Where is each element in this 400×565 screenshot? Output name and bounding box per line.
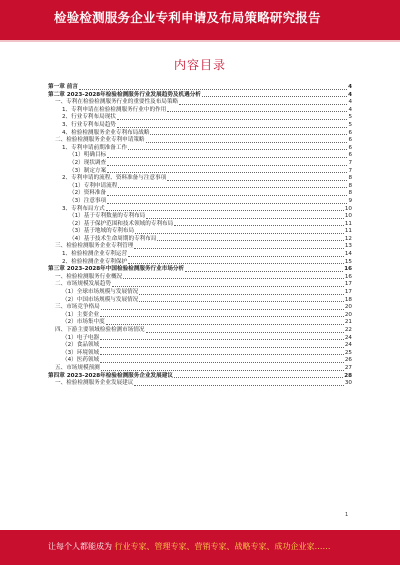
toc-entry-text: 3、行业专利布局趋势 xyxy=(62,121,116,128)
toc-entry[interactable] xyxy=(48,342,352,350)
toc-leader-dots xyxy=(106,324,344,325)
toc-entry[interactable] xyxy=(48,357,352,365)
toc-entry-text: （2）基于保护范围和技术领域的专利布局 xyxy=(69,220,174,227)
toc-entry[interactable] xyxy=(48,160,352,168)
toc-leader-dots xyxy=(150,134,347,135)
footer-bar xyxy=(0,530,400,565)
toc-entry-page: 15 xyxy=(344,258,352,265)
toc-entry[interactable] xyxy=(48,281,352,289)
toc-leader-dots xyxy=(117,127,348,128)
toc-entry-page: 20 xyxy=(344,311,352,318)
toc-leader-dots xyxy=(107,172,347,173)
toc-entry-text: （4）医药领域 xyxy=(62,357,100,364)
toc-leader-dots xyxy=(146,218,344,219)
toc-entry-page: 6 xyxy=(348,152,352,159)
toc-entry-page: 14 xyxy=(344,251,352,258)
toc-entry-text: 第二章 2023-2028年检验检测服务行业发展趋势及机遇分析 xyxy=(48,91,201,98)
toc-entry[interactable] xyxy=(48,84,352,92)
toc-entry[interactable] xyxy=(48,152,352,160)
toc-leader-dots xyxy=(174,377,343,378)
toc-entry[interactable] xyxy=(48,206,352,214)
toc-entry-text: 3、专利布局方式 xyxy=(62,205,105,212)
toc-entry-text: 2、专利申请的流程、资料准备与注意事项 xyxy=(62,175,167,182)
toc-entry-text: （4）基于技术生命周期的专利布局 xyxy=(69,235,157,242)
toc-entry-page: 4 xyxy=(348,99,352,106)
toc-leader-dots xyxy=(106,210,344,211)
toc-leader-dots xyxy=(123,278,344,279)
toc-entry-page: 4 xyxy=(348,106,352,113)
toc-entry-text: 1、专利申请前期准备工作 xyxy=(62,144,128,151)
toc-entry[interactable] xyxy=(48,289,352,297)
toc-entry-text: （1）明确目标 xyxy=(69,152,107,159)
toc-leader-dots xyxy=(107,165,347,166)
toc-entry-text: （2）现状调查 xyxy=(69,159,107,166)
toc-entry-text: （2）市场集中度 xyxy=(62,319,105,326)
toc-entry[interactable] xyxy=(48,243,352,251)
toc-entry-page: 4 xyxy=(348,91,352,98)
footer-slogan xyxy=(48,541,378,552)
toc-entry-text: （3）制定方案 xyxy=(69,167,107,174)
toc-entry-page: 13 xyxy=(344,243,352,250)
toc-entry-text: 二、检验检测服务企业专利申请策略 xyxy=(55,137,145,144)
toc-entry-page: 20 xyxy=(344,304,352,311)
toc-entry-page: 28 xyxy=(344,372,352,379)
toc-leader-dots xyxy=(135,233,344,234)
toc-entry-text: （1）专利申请流程 xyxy=(69,182,118,189)
toc-entry-text: 4、检验检测服务企业专利布局战略 xyxy=(62,129,150,136)
toc-entry[interactable] xyxy=(48,304,352,312)
toc-entry-text: （3）基于地域的专利布局 xyxy=(69,228,135,235)
toc-leader-dots xyxy=(146,332,344,333)
toc-entry-text: 1、检验检测企业专利运营 xyxy=(62,251,128,258)
toc-entry-text: 三、市场竞争格局 xyxy=(55,304,100,311)
toc-entry[interactable] xyxy=(48,251,352,259)
toc-entry-text: （2）食品领域 xyxy=(62,342,100,349)
toc-entry-text: 第一章 前言 xyxy=(48,84,78,90)
toc-entry-page: 5 xyxy=(348,121,352,128)
toc-entry-text: 第三章 2023-2028年中国检验检测服务行业市场分析 xyxy=(48,266,185,273)
toc-entry-page: 6 xyxy=(348,144,352,151)
toc-entry[interactable] xyxy=(48,198,352,206)
toc-entry-text: 一、专利在检验检测服务行业的重要性及布局策略 xyxy=(55,99,179,106)
toc-entry[interactable] xyxy=(48,99,352,107)
toc-leader-dots xyxy=(101,370,344,371)
toc-leader-dots xyxy=(179,104,347,105)
toc-leader-dots xyxy=(100,316,344,317)
toc-leader-dots xyxy=(167,111,347,112)
toc-leader-dots xyxy=(112,286,344,287)
toc-leader-dots xyxy=(167,180,347,181)
toc-leader-dots xyxy=(134,385,344,386)
toc-entry-page: 24 xyxy=(344,342,352,349)
toc-entry-page: 8 xyxy=(348,190,352,197)
toc-leader-dots xyxy=(118,187,347,188)
toc-entry[interactable] xyxy=(48,327,352,335)
toc-entry-text: 一、检验检测服务企业发展建议 xyxy=(55,380,134,387)
toc-entry-text: 第四章 2023-2028年检验检测服务企业发展建议 xyxy=(48,372,173,379)
footer-roles: 行业专家、管理专家、营销专家、战略专家、成功企业家…… xyxy=(114,542,331,551)
page-number: 1 xyxy=(345,512,349,518)
toc-entry[interactable] xyxy=(48,228,352,236)
toc-entry-text: 一、检验检测服务行业概况 xyxy=(55,273,123,280)
toc-leader-dots xyxy=(107,203,347,204)
toc-entry-page: 17 xyxy=(344,281,352,288)
toc-entry-text: 1、专利申请在检验检测服务行业中的作用 xyxy=(62,106,167,113)
toc-entry-page: 7 xyxy=(348,167,352,174)
toc-entry[interactable] xyxy=(48,380,352,388)
toc-entry[interactable] xyxy=(48,114,352,122)
toc-entry-page: 10 xyxy=(344,213,352,220)
header-stripe xyxy=(0,40,400,42)
toc-entry-text: （1）全球市场规模与发展情况 xyxy=(62,289,139,296)
toc-entry-page: 17 xyxy=(344,289,352,296)
toc-entry-page: 6 xyxy=(348,137,352,144)
toc-entry-text: 2、检验检测企业专利保护 xyxy=(62,258,128,265)
toc-entry-page: 26 xyxy=(344,357,352,364)
toc-leader-dots xyxy=(185,271,343,272)
toc-entry-text: （2）中国市场规模与发展情况 xyxy=(62,296,139,303)
toc-entry[interactable] xyxy=(48,266,352,274)
toc-heading: 内容目录 xyxy=(173,58,226,72)
toc-entry-page: 18 xyxy=(344,296,352,303)
toc-entry-page: 5 xyxy=(348,114,352,121)
toc-entry-page: 11 xyxy=(344,228,352,235)
toc-entry[interactable] xyxy=(48,122,352,130)
toc-leader-dots xyxy=(128,263,344,264)
toc-entry-page: 8 xyxy=(348,175,352,182)
toc-leader-dots xyxy=(117,119,348,120)
toc-leader-dots xyxy=(128,149,347,150)
toc-entry-text: （3）环境领域 xyxy=(62,349,100,356)
toc-leader-dots xyxy=(107,157,347,158)
toc-entry-page: 22 xyxy=(344,327,352,333)
toc-entry[interactable] xyxy=(48,190,352,198)
toc-leader-dots xyxy=(139,301,344,302)
toc-entry-page: 16 xyxy=(344,273,352,280)
toc-entry-text: （1）主要企业 xyxy=(62,311,100,318)
toc-entry-text: （2）资料准备 xyxy=(69,190,107,197)
toc-entry-page: 24 xyxy=(344,334,352,341)
toc-entry-page: 4 xyxy=(348,84,352,90)
toc-leader-dots xyxy=(202,96,347,97)
toc-leader-dots xyxy=(101,309,344,310)
toc-leader-dots xyxy=(134,248,344,249)
toc-entry-page: 12 xyxy=(344,235,352,242)
toc-leader-dots xyxy=(79,89,347,90)
toc-leader-dots xyxy=(174,225,344,226)
toc-entry-page: 6 xyxy=(348,129,352,136)
table-of-contents xyxy=(48,84,352,388)
toc-leader-dots xyxy=(100,354,344,355)
toc-entry-text: （3）注意事项 xyxy=(69,197,107,204)
toc-leader-dots xyxy=(100,362,344,363)
toc-entry[interactable] xyxy=(48,137,352,145)
toc-entry-text: 2、行业专利布局现状 xyxy=(62,114,116,121)
toc-entry-text: 二、市场规模发展趋势 xyxy=(55,281,111,288)
toc-entry-page: 11 xyxy=(344,220,352,227)
toc-entry-page: 8 xyxy=(348,182,352,189)
toc-leader-dots xyxy=(128,256,344,257)
toc-entry-text: 三、检验检测服务企业专利管理 xyxy=(55,243,134,250)
toc-entry-page: 9 xyxy=(348,197,352,204)
toc-entry-page: 30 xyxy=(344,380,352,387)
toc-leader-dots xyxy=(139,294,344,295)
toc-entry[interactable] xyxy=(48,168,352,176)
toc-entry[interactable] xyxy=(48,213,352,221)
toc-leader-dots xyxy=(100,339,344,340)
toc-leader-dots xyxy=(157,240,343,241)
toc-entry-page: 10 xyxy=(344,205,352,212)
header-bar xyxy=(0,0,400,40)
toc-entry[interactable] xyxy=(48,365,352,373)
footer-prefix: 让每个人都能成为 xyxy=(48,542,112,551)
toc-entry[interactable] xyxy=(48,319,352,327)
toc-entry[interactable] xyxy=(48,175,352,183)
toc-entry-page: 25 xyxy=(344,349,352,356)
toc-entry-text: （1）基于专利数量的专利布局 xyxy=(69,213,146,220)
document-title: 检验检测服务企业专利申请及布局策略研究报告 xyxy=(54,10,321,25)
toc-entry-page: 7 xyxy=(348,159,352,166)
toc-leader-dots xyxy=(107,195,347,196)
toc-entry-page: 27 xyxy=(344,364,352,371)
toc-leader-dots xyxy=(146,142,348,143)
toc-entry-text: （1）电子电器 xyxy=(62,334,100,341)
toc-entry-page: 16 xyxy=(344,266,352,273)
toc-entry-text: 五、市场规模预测 xyxy=(55,364,100,371)
toc-leader-dots xyxy=(100,347,344,348)
toc-entry-page: 21 xyxy=(344,319,352,326)
toc-entry-text: 四、下游主要领域检验检测市场情况 xyxy=(55,327,145,333)
